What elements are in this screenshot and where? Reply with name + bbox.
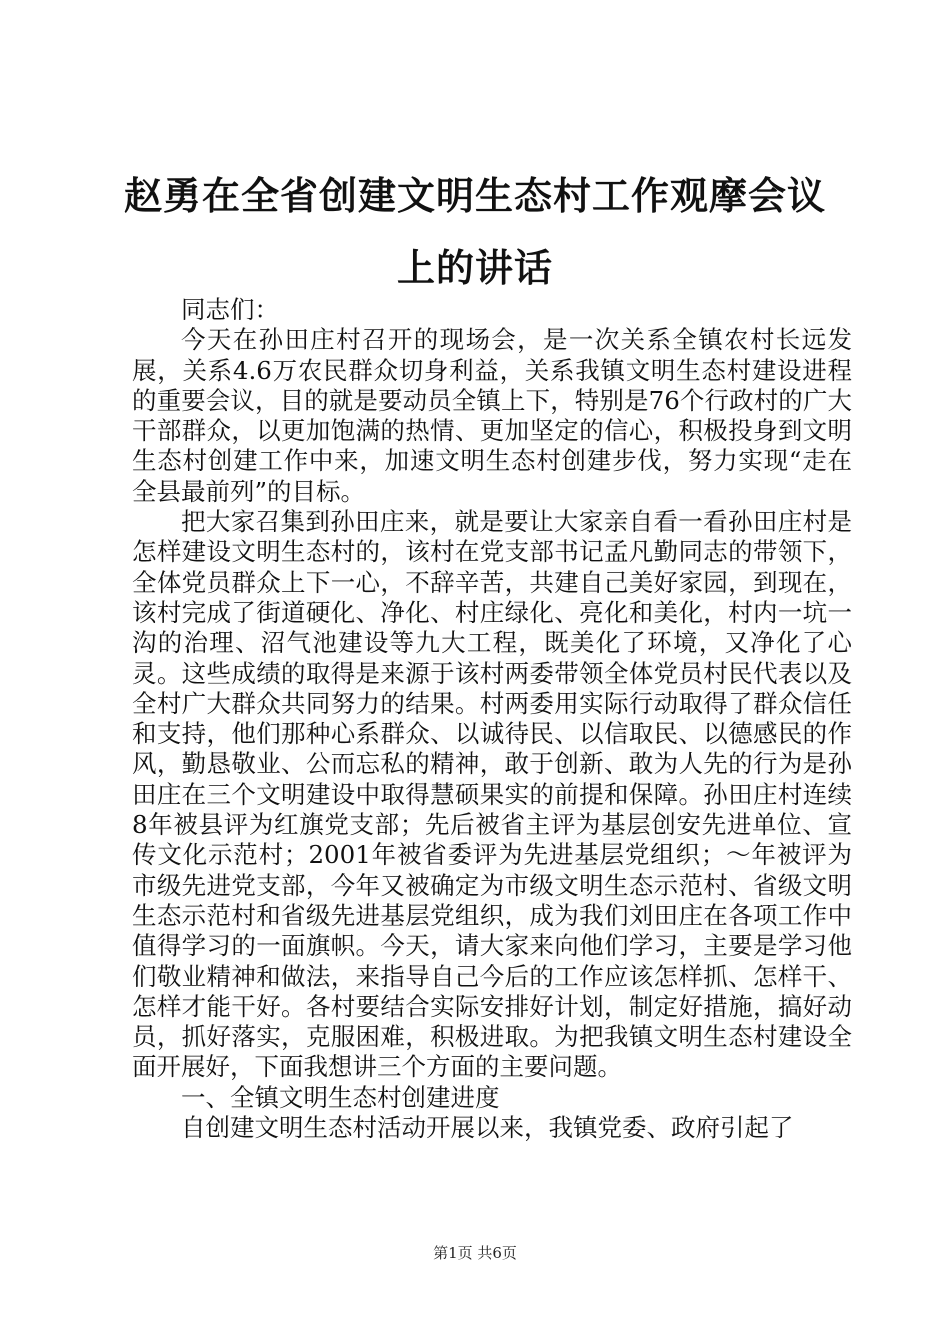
document-title: 赵勇在全省创建文明生态村工作观摩会议上的讲话 (123, 174, 826, 290)
document-body (132, 295, 852, 1143)
paragraph: 今天在孙田庄村召开的现场会，是一次关系全镇农村长远发展，关系4.6万农民群众切身利益，关系我镇文明生态村建设进程的重要会议，目的就是要动员全镇上下，特别是76个行政村的广大干部群众，以更加饱满的热情、更加坚定的信心，积极投身到文明生态村创建工作中来，加速文明生态村创建步伐，努力实现“走在全县最前列”的目标。 (132, 325, 852, 506)
section-heading: 一、全镇文明生态村创建进度 (181, 1082, 500, 1112)
page-number-footer: 第1页 共6页 (433, 1244, 517, 1262)
paragraph: 把大家召集到孙田庄来，就是要让大家亲自看一看孙田庄村是怎样建设文明生态村的，该村在党支部书记孟凡勤同志的带领下，全体党员群众上下一心，不辞辛苦，共建自己美好家园，到现在，该村完成了街道硬化、净化、村庄绿化、亮化和美化，村内一坑一沟的治理、沼气池建设等九大工程，既美化了环境，又净化了心灵。这些成绩的取得是来源于该村两委带领全体党员村民代表以及全村广大群众共同努力的结果。村两委用实际行动取得了群众信任和支持，他们那种心系群众、以诚待民、以信取民、以德感民的作风，勤恳敬业、公而忘私的精神，敢于创新、敢为人先的行为是孙田庄在三个文明建设中取得慧硕果实的前提和保障。孙田庄村连续8年被县评为红旗党支部；先后被省主评为基层创安先进单位、宣传文化示范村；2001年被省委评为先进基层党组织；～年被评为市级先进党支部，今年又被确定为市级文明生态示范村、省级文明生态示范村和省级先进基层党组织，成为我们刘田庄在各项工作中值得学习的一面旗帜。今天，请大家来向他们学习，主要是学习他们敬业精神和做法，来指导自己今后的工作应该怎样抓、怎样干、怎样才能干好。各村要结合实际安排好计划，制定好措施，搞好动员，抓好落实，克服困难，积极进取。为把我镇文明生态村建设全面开展好，下面我想讲三个方面的主要问题。 (132, 507, 852, 1082)
paragraph-greeting: 同志们： (181, 295, 279, 324)
paragraph: 自创建文明生态村活动开展以来，我镇党委、政府引起了 (181, 1113, 794, 1143)
